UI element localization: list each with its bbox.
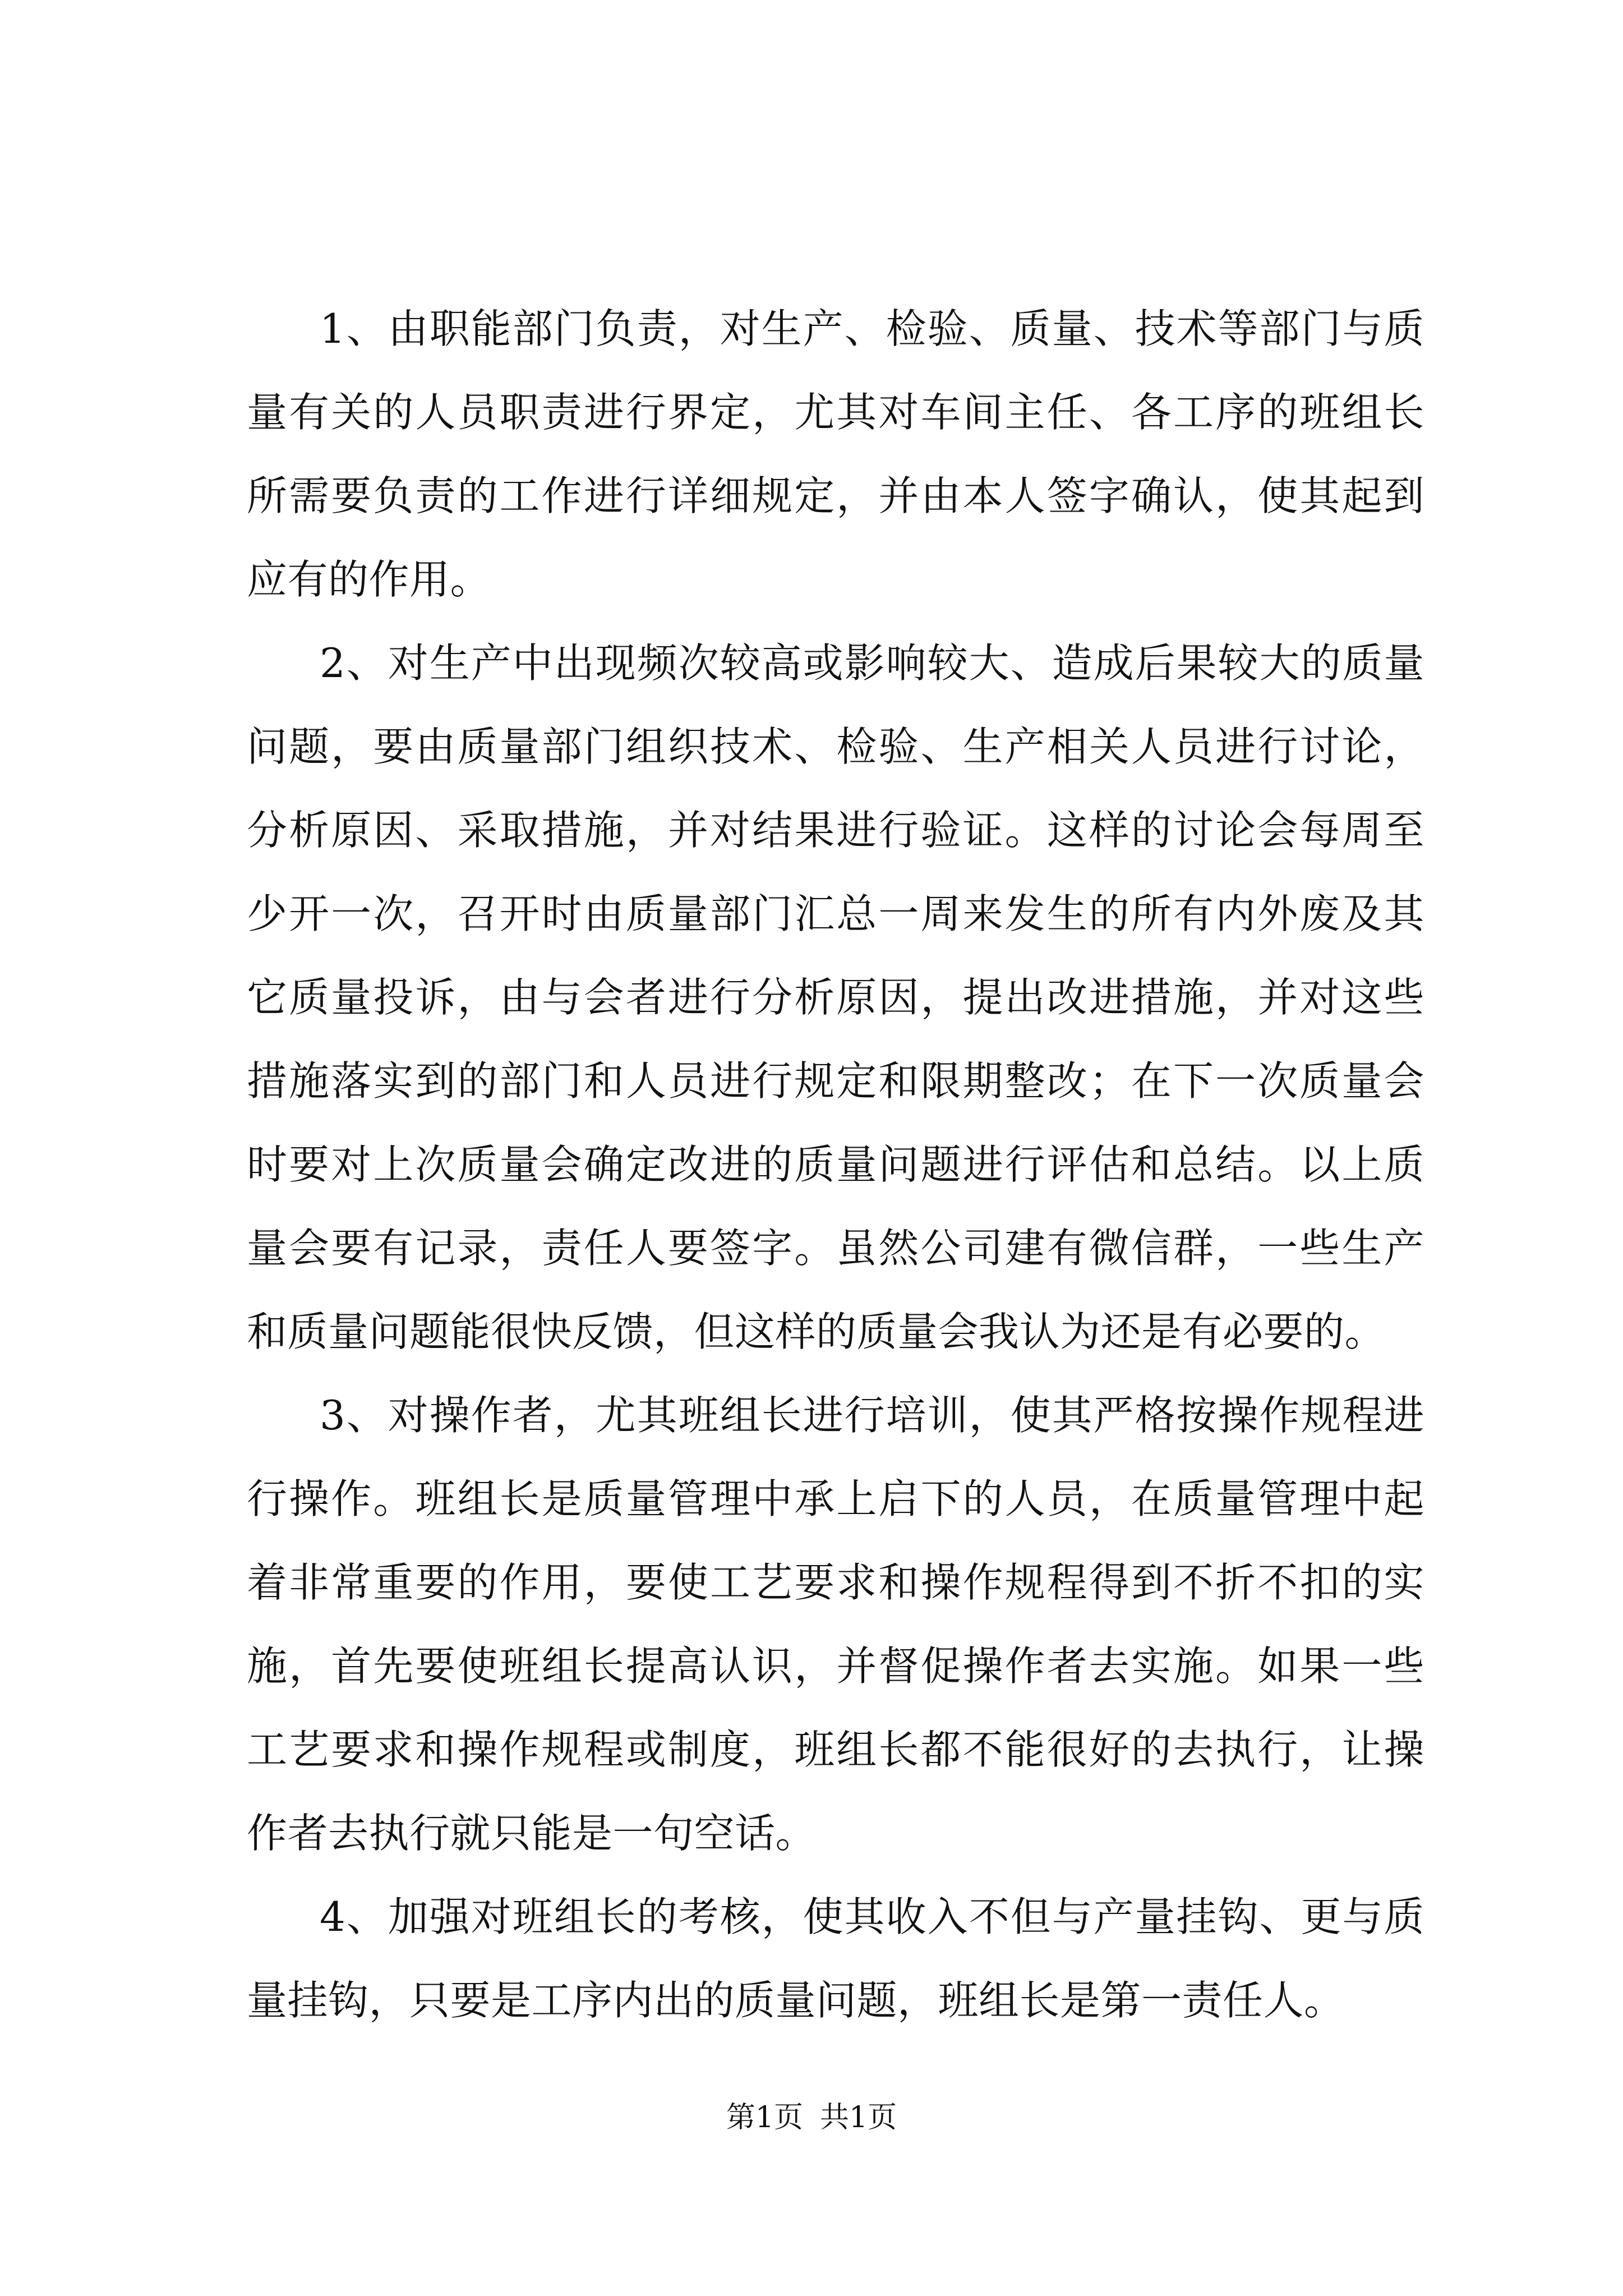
paragraph-4: 4、加强对班组长的考核，使其收入不但与产量挂钩、更与质量挂钩，只要是工序内出的质量问题，班组长是第一责任人。 <box>247 1893 1424 2024</box>
paragraph-2: 2、对生产中出现频次较高或影响较大、造成后果较大的质量问题，要由质量部门组织技术、检验、生产相关人员进行讨论，分析原因、采取措施，并对结果进行验证。这样的讨论会每周至少开一次，召开时由质量部门汇总一周来发生的所有内外废及其它质量投诉，由与会者进行分析原因，提出改进措施，并对这些措施落实到的部门和人员进行规定和限期整改；在下一次质量会时要对上次质量会确定改进的质量问题进行评估和总结。以上质量会要有记录，责任人要签字。虽然公司建有微信群，一些生产和质量问题能很快反馈，但这样的质量会我认为还是有必要的。 <box>247 639 1424 1355</box>
paragraph-1: 1、由职能部门负责，对生产、检验、质量、技术等部门与质量有关的人员职责进行界定，尤其对车间主任、各工序的班组长所需要负责的工作进行详细规定，并由本人签字确认，使其起到应有的作用。 <box>247 305 1424 603</box>
page-footer <box>0 2098 1623 2137</box>
paragraph-3: 3、对操作者，尤其班组长进行培训，使其严格按操作规程进行操作。班组长是质量管理中承上启下的人员，在质量管理中起着非常重要的作用，要使工艺要求和操作规程得到不折不扣的实施，首先要使班组长提高认识，并督促操作者去实施。如果一些工艺要求和操作规程或制度，班组长都不能很好的去执行，让操作者去执行就只能是一句空话。 <box>247 1392 1424 1857</box>
page-total: 共1页 <box>820 2101 897 2134</box>
page-number: 第1页 <box>726 2101 803 2134</box>
document-body <box>247 287 1424 2042</box>
